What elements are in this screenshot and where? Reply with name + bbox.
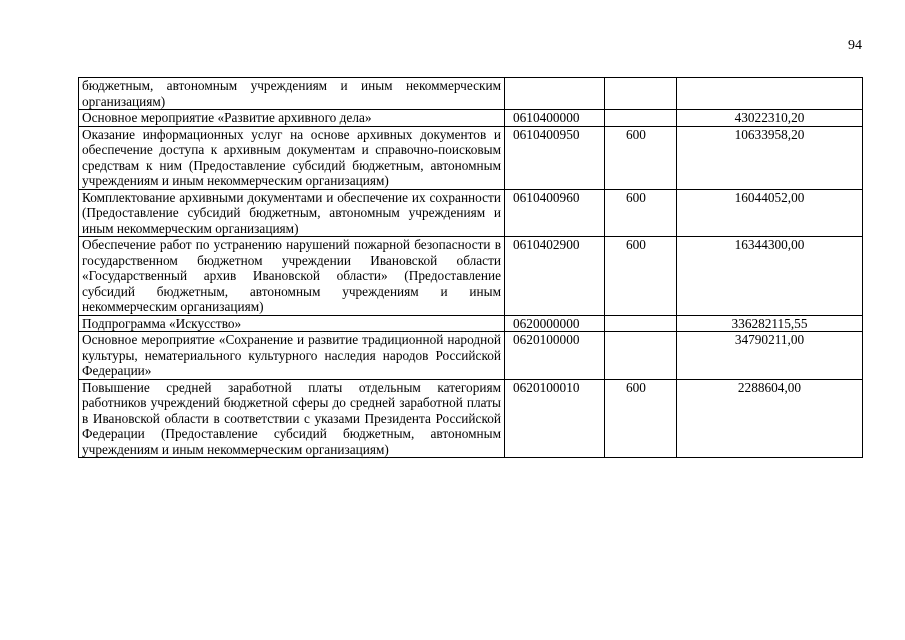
row-sum: 16044052,00 xyxy=(677,189,863,237)
table-row xyxy=(79,189,863,237)
row-sum: 16344300,00 xyxy=(677,237,863,316)
row-type xyxy=(605,78,677,110)
budget-table xyxy=(78,77,863,458)
row-sum: 336282115,55 xyxy=(677,315,863,332)
table-row xyxy=(79,110,863,127)
row-code: 0610400960 xyxy=(505,189,605,237)
row-name: Комплектование архивными документами и обеспечение их сохранности (Предоставление субсидий бюджетным, автономным учреждениям и иным некоммерческим организациям) xyxy=(79,189,505,237)
row-name: Подпрограмма «Искусство» xyxy=(79,315,505,332)
table-row xyxy=(79,315,863,332)
row-type: 600 xyxy=(605,126,677,189)
row-type xyxy=(605,315,677,332)
table-row xyxy=(79,379,863,458)
row-name: Повышение средней заработной платы отдельным категориям работников учреждений бюджетной сферы до средней заработной платы в Ивановской области в соответствии с указами Президента Российской Федерации (Предоставление субсидий бюджетным, автономным учреждениям и иным некоммерческим организациям) xyxy=(79,379,505,458)
row-type: 600 xyxy=(605,237,677,316)
table-row xyxy=(79,78,863,110)
row-name: Обеспечение работ по устранению нарушений пожарной безопасности в государственном бюджетном учреждении Ивановской области «Государственный архив Ивановской области» (Предоставление субсидий бюджетным, автономным учреждениям и иным некоммерческим организациям) xyxy=(79,237,505,316)
table-row xyxy=(79,126,863,189)
row-sum: 43022310,20 xyxy=(677,110,863,127)
row-type: 600 xyxy=(605,189,677,237)
row-sum: 34790211,00 xyxy=(677,332,863,380)
row-type xyxy=(605,110,677,127)
row-type: 600 xyxy=(605,379,677,458)
row-sum xyxy=(677,78,863,110)
row-sum: 10633958,20 xyxy=(677,126,863,189)
row-code: 0620000000 xyxy=(505,315,605,332)
row-name: бюджетным, автономным учреждениям и иным некоммерческим организациям) xyxy=(79,78,505,110)
table-row xyxy=(79,332,863,380)
row-name: Основное мероприятие «Развитие архивного дела» xyxy=(79,110,505,127)
row-code xyxy=(505,78,605,110)
row-name: Оказание информационных услуг на основе архивных документов и обеспечение доступа к архивным документам и справочно-поисковым средствам к ним (Предоставление субсидий бюджетным, автономным учреждениям и иным некоммерческим организациям) xyxy=(79,126,505,189)
row-sum: 2288604,00 xyxy=(677,379,863,458)
row-type xyxy=(605,332,677,380)
row-code: 0620100000 xyxy=(505,332,605,380)
row-code: 0610402900 xyxy=(505,237,605,316)
table-row xyxy=(79,237,863,316)
page-number: 94 xyxy=(848,38,862,53)
row-code: 0610400000 xyxy=(505,110,605,127)
row-name: Основное мероприятие «Сохранение и развитие традиционной народной культуры, нематериального культурного наследия народов Российской Федерации» xyxy=(79,332,505,380)
row-code: 0620100010 xyxy=(505,379,605,458)
row-code: 0610400950 xyxy=(505,126,605,189)
